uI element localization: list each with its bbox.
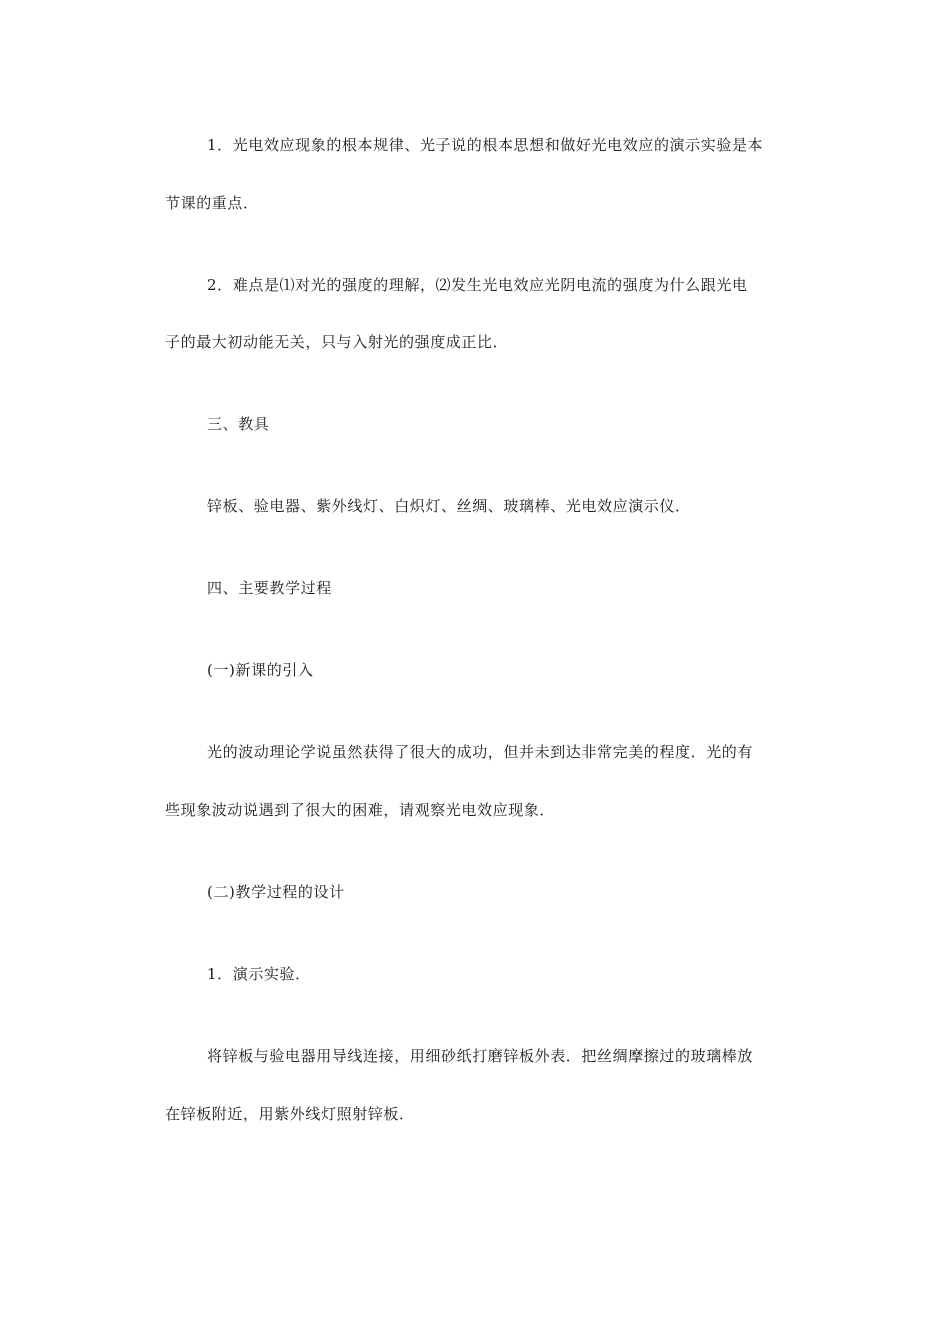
paragraph-introduction-line-2: 些现象波动说遇到了很大的困难，请观察光电效应现象． bbox=[165, 801, 556, 819]
subsection-heading-introduction: (一)新课的引入 bbox=[207, 661, 314, 679]
paragraph-equipment-list: 锌板、验电器、紫外线灯、白炽灯、丝绸、玻璃棒、光电效应演示仪． bbox=[207, 497, 691, 515]
paragraph-demonstration-line-1: 将锌板与验电器用导线连接，用细砂纸打磨锌板外表．把丝绸摩擦过的玻璃棒放 bbox=[207, 1047, 754, 1065]
paragraph-key-points-line-2: 节课的重点． bbox=[165, 194, 259, 212]
subsection-heading-process-design: (二)教学过程的设计 bbox=[207, 883, 345, 901]
paragraph-demonstration-line-2: 在锌板附近，用紫外线灯照射锌板． bbox=[165, 1105, 415, 1123]
paragraph-key-points-line-1: 1．光电效应现象的根本规律、光子说的根本思想和做好光电效应的演示实验是本 bbox=[207, 136, 764, 154]
paragraph-difficulties-line-1: 2．难点是⑴对光的强度的理解，⑵发生光电效应光阴电流的强度为什么跟光电 bbox=[207, 276, 748, 294]
section-heading-teaching-process: 四、主要教学过程 bbox=[207, 579, 332, 597]
item-heading-demonstration: 1．演示实验． bbox=[207, 965, 311, 983]
paragraph-introduction-line-1: 光的波动理论学说虽然获得了很大的成功，但并未到达非常完美的程度．光的有 bbox=[207, 743, 754, 761]
section-heading-equipment: 三、教具 bbox=[207, 415, 270, 433]
paragraph-difficulties-line-2: 子的最大初动能无关，只与入射光的强度成正比． bbox=[165, 333, 509, 351]
